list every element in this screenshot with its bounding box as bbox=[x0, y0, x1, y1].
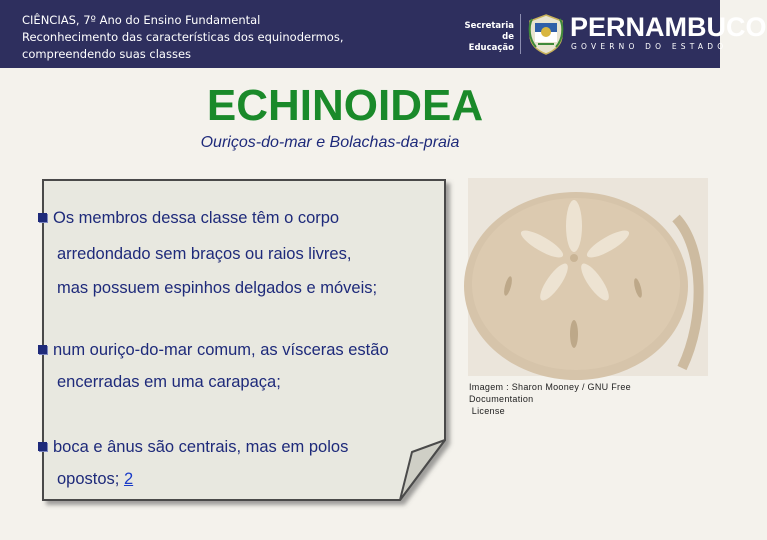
caption-line-1: Imagem : Sharon Mooney / GNU Free bbox=[469, 382, 631, 392]
bullet-text: Os membros dessa classe têm o corpo bbox=[53, 209, 340, 227]
caption-line-2: Documentation bbox=[469, 394, 534, 404]
secretaria-line-1: Secretaria de bbox=[464, 21, 514, 42]
bullet-text: boca e ânus são centrais, mas em polos bbox=[53, 438, 349, 456]
brand-name: PERNAMBUCO bbox=[570, 12, 767, 42]
bullet-2-line-1 bbox=[38, 340, 389, 360]
bullet-square-icon bbox=[38, 345, 47, 354]
course-line-2: Reconhecimento das características dos equinodermos, bbox=[22, 30, 344, 44]
reference-link[interactable]: 2 bbox=[123, 470, 134, 488]
bullet-square-icon bbox=[38, 442, 47, 451]
bullet-text: opostos; bbox=[57, 470, 124, 488]
secretaria-line-2: Educação bbox=[468, 43, 514, 53]
image-caption bbox=[469, 381, 669, 417]
slide-title: ECHINOIDEA bbox=[206, 81, 484, 130]
bullet-2-line-2: encerradas em uma carapaça; bbox=[57, 373, 281, 391]
brand-subtitle: GOVERNO DO ESTADO bbox=[571, 42, 728, 51]
course-line-3: compreendendo suas classes bbox=[22, 47, 192, 61]
course-line-1: CIÊNCIAS, 7º Ano do Ensino Fundamental bbox=[22, 13, 261, 27]
slide-subtitle: Ouriços-do-mar e Bolachas-da-praia bbox=[200, 134, 460, 151]
bullet-3-line-2 bbox=[57, 469, 133, 489]
bullet-1-line-3: mas possuem espinhos delgados e móveis; bbox=[57, 279, 378, 297]
bullet-3-line-1 bbox=[38, 437, 348, 457]
caption-line-3: License bbox=[469, 406, 505, 416]
bullet-1-line-1 bbox=[38, 208, 339, 228]
bullet-square-icon bbox=[38, 213, 47, 222]
bullet-text: num ouriço-do-mar comum, as vísceras estão bbox=[53, 341, 389, 359]
sand-dollar-photo bbox=[468, 178, 708, 376]
bullet-1-line-2: arredondado sem braços ou raios livres, bbox=[57, 245, 352, 263]
